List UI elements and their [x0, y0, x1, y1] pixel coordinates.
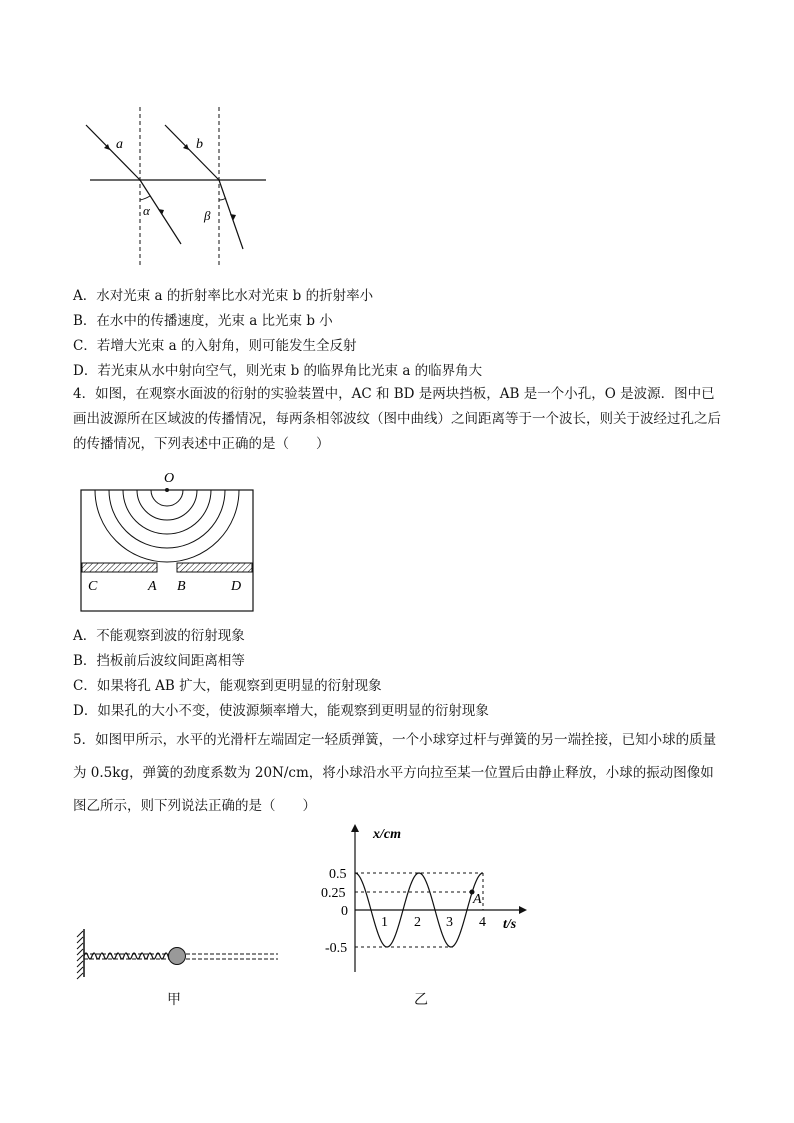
x-axis-label: t/s [503, 917, 517, 932]
y-tick-0.5: 0.5 [329, 867, 347, 882]
point-c-label: C [88, 579, 98, 594]
y-tick-0.25: 0.25 [321, 886, 346, 901]
x-tick-1: 1 [381, 915, 388, 930]
x-tick-4: 4 [479, 915, 486, 930]
y-tick-0: 0 [341, 904, 348, 919]
q3-option-a: A．水对光束 a 的折射率比水对光束 b 的折射率小 [73, 288, 374, 304]
q3-option-b: B．在水中的传播速度，光束 a 比光束 b 小 [73, 313, 333, 329]
vibration-graph [315, 822, 530, 982]
source-o-label: O [164, 471, 175, 486]
beam-b-label: b [196, 137, 203, 152]
angle-alpha-label: α [143, 203, 150, 218]
y-axis-label: x/cm [373, 827, 401, 842]
q4-stem: 4．如图，在观察水面波的衍射的实验装置中，AC 和 BD 是两块挡板，AB 是一个小孔，O 是波源．图中已画出波源所在区域波的传播情况，每两条相邻波纹（图中曲线）之间距离等于一个波长，则关于波经过孔之后的传播情况，下列表述中正确的是（ ） [73, 386, 721, 452]
diffraction-figure [78, 470, 258, 615]
x-tick-2: 2 [414, 915, 421, 930]
figure-jia-caption: 甲 [167, 992, 181, 1008]
point-b-label: B [177, 579, 186, 594]
refraction-figure [80, 105, 280, 270]
angle-beta-label: β [204, 208, 211, 223]
point-a-label: A [473, 892, 482, 907]
spring-ball-figure [70, 925, 285, 980]
x-tick-3: 3 [446, 915, 453, 930]
q5-stem: 5．如图甲所示，水平的光滑杆左端固定一轻质弹簧，一个小球穿过杆与弹簧的另一端拴接，已知小球的质量为 0.5kg，弹簧的劲度系数为 20N/cm，将小球沿水平方向拉至某一位置后由静止释放，小球的振动图像如图乙所示，则下列说法正确的是（ ） [73, 732, 717, 814]
point-a-label: A [148, 579, 157, 594]
figure-yi-caption: 乙 [414, 992, 428, 1008]
q3-option-c: C．若增大光束 a 的入射角，则可能发生全反射 [73, 338, 357, 354]
q4-option-a: A．不能观察到波的衍射现象 [73, 628, 245, 644]
q4-option-c: C．如果将孔 AB 扩大，能观察到更明显的衍射现象 [73, 678, 382, 694]
q4-option-d: D．如果孔的大小不变，使波源频率增大，能观察到更明显的衍射现象 [73, 703, 489, 719]
y-tick-neg0.5: -0.5 [325, 941, 348, 956]
q4-option-b: B．挡板前后波纹间距离相等 [73, 653, 245, 669]
q3-option-d: D．若光束从水中射向空气，则光束 b 的临界角比光束 a 的临界角大 [73, 363, 483, 379]
point-d-label: D [231, 579, 242, 594]
beam-a-label: a [116, 137, 123, 152]
